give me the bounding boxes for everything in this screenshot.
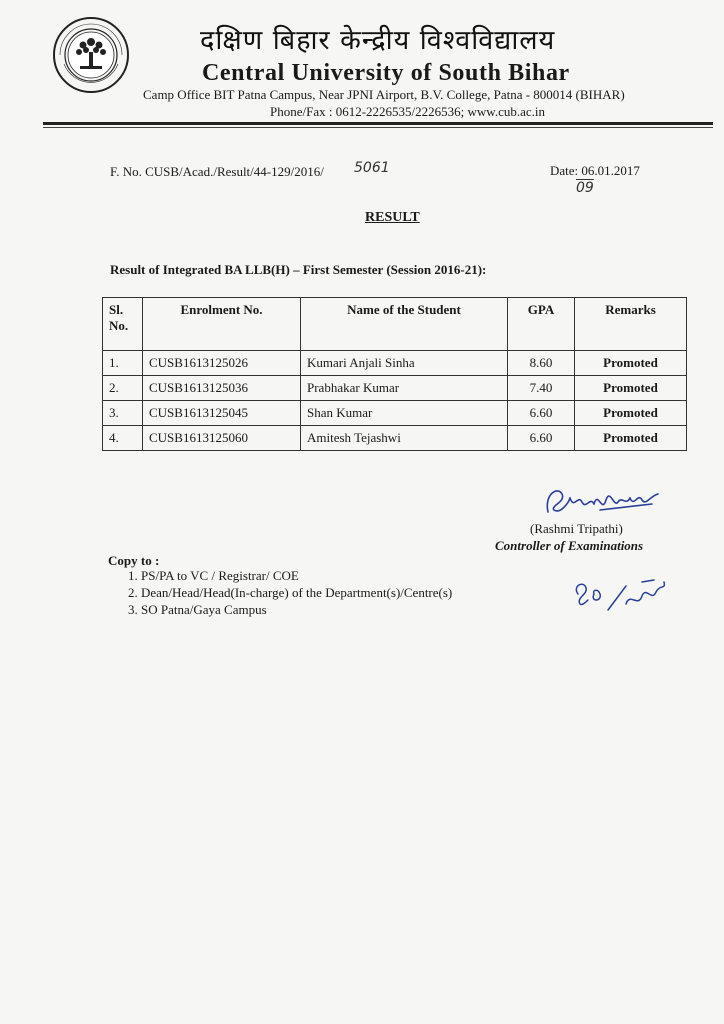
table-row [103, 351, 687, 376]
file-number: F. No. CUSB/Acad./Result/44-129/2016/ [110, 164, 324, 179]
list-item: 2. Dean/Head/Head(In-charge) of the Department(s)/Centre(s) [128, 585, 453, 600]
column-header-sl: Sl. No. [103, 298, 143, 351]
cell-remarks: Promoted [575, 351, 687, 376]
cell-enrolment: CUSB1613125026 [143, 351, 301, 376]
cell-gpa: 8.60 [508, 351, 575, 376]
header-rule-thin [43, 127, 713, 128]
cell-name: Kumari Anjali Sinha [301, 351, 508, 376]
table-row [103, 426, 687, 451]
date-handwritten-note: 09 [576, 180, 594, 196]
cell-name: Shan Kumar [301, 401, 508, 426]
result-heading: RESULT [365, 210, 420, 225]
result-table [102, 297, 687, 451]
list-item: 1. PS/PA to VC / Registrar/ COE [128, 568, 299, 583]
cell-gpa: 6.60 [508, 426, 575, 451]
university-address: Camp Office BIT Patna Campus, Near JPNI Airport, B.V. College, Patna - 800014 (BIHAR) [143, 87, 625, 102]
column-header-remarks: Remarks [575, 298, 687, 351]
copy-to-heading: Copy to : [108, 553, 160, 568]
university-contact: Phone/Fax : 0612-2226535/2226536; www.cub.ac.in [270, 104, 546, 119]
header-rule [43, 122, 713, 125]
cell-sl: 1. [103, 351, 143, 376]
handwritten-initials-icon [568, 572, 673, 622]
cell-sl: 2. [103, 376, 143, 401]
document-date: Date: 06.01.2017 [550, 163, 640, 178]
signatory-name: (Rashmi Tripathi) [530, 521, 623, 536]
copy-to-list [128, 568, 452, 619]
file-number-handwritten: 5061 [354, 160, 390, 176]
cell-remarks: Promoted [575, 376, 687, 401]
cell-enrolment: CUSB1613125060 [143, 426, 301, 451]
list-item: 3. SO Patna/Gaya Campus [128, 602, 267, 617]
column-header-enrolment: Enrolment No. [143, 298, 301, 351]
cell-remarks: Promoted [575, 401, 687, 426]
cell-sl: 4. [103, 426, 143, 451]
column-header-name: Name of the Student [301, 298, 508, 351]
table-row [103, 401, 687, 426]
cell-enrolment: CUSB1613125045 [143, 401, 301, 426]
cell-gpa: 7.40 [508, 376, 575, 401]
result-subtitle: Result of Integrated BA LLB(H) – First Semester (Session 2016-21): [110, 262, 487, 277]
cell-remarks: Promoted [575, 426, 687, 451]
university-name-hindi: दक्षिण बिहार केन्द्रीय विश्वविद्यालय [200, 25, 556, 56]
university-name: Central University of South Bihar [202, 60, 570, 86]
signature-icon [540, 484, 665, 520]
cell-sl: 3. [103, 401, 143, 426]
cell-enrolment: CUSB1613125036 [143, 376, 301, 401]
cell-name: Amitesh Tejashwi [301, 426, 508, 451]
signatory-designation: Controller of Examinations [495, 538, 644, 553]
table-header-row [103, 298, 687, 351]
column-header-gpa: GPA [508, 298, 575, 351]
university-seal-icon [52, 16, 130, 94]
table-row [103, 376, 687, 401]
cell-name: Prabhakar Kumar [301, 376, 508, 401]
cell-gpa: 6.60 [508, 401, 575, 426]
